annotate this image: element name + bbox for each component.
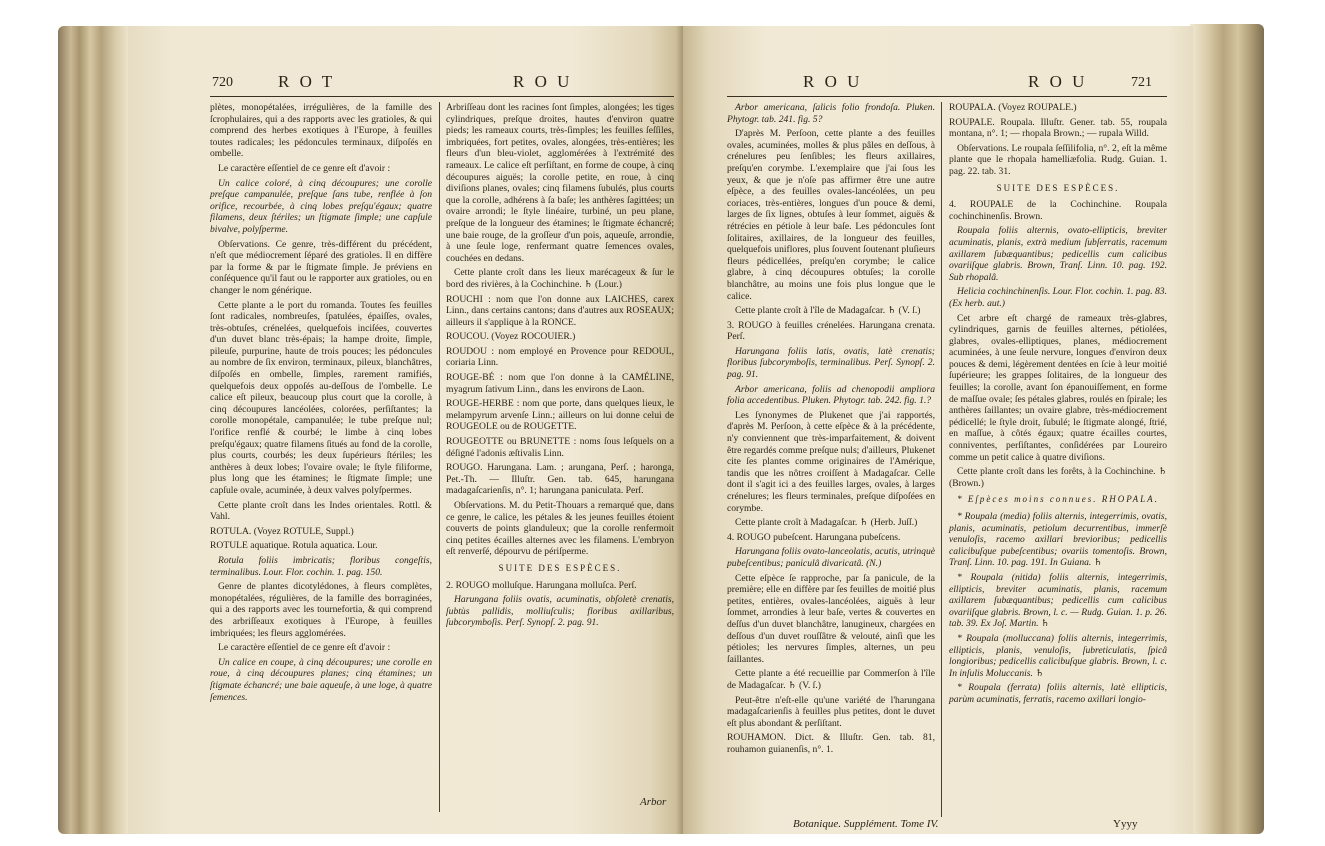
entry-heading: ROUGEOTTE ou BRUNETTE : noms ſous leſquels on a déſigné l'adonis æſtivalis Linn. (446, 436, 674, 459)
entry-heading: 3. ROUGO à feuilles crénelées. Harungana crenata. Perſ. (727, 319, 935, 343)
paragraph: * Roupala (ferrata) foliis alternis, latè ellipticis, parùm acuminatis, ferratis, racemo axillari longio- (949, 682, 1167, 705)
section-heading: SUITE DES ESPÈCES. (498, 562, 622, 573)
entry-heading: ROUPALE. Roupala. Illuſtr. Gener. tab. 55, roupala montana, n°. 1; — rhopala Brown.; — rupala Willd. (949, 116, 1167, 140)
column-divider (941, 102, 942, 817)
entry-heading: 4. ROUGO pubeſcent. Harungana pubeſcens. (727, 531, 901, 543)
paragraph: * Roupala (molluccana) foliis alternis, integerrimis, ellipticis, planis, venuloſis, ſubreticulatis, ſpicâ longioribus; pedicellis calicibuſque glabris. Brown, l. c. In inſulis Moluccanis. ♄ (949, 632, 1167, 679)
right-page-column-2 (949, 102, 1167, 709)
paragraph: Rotula foliis imbricatis; floribus congeſtis, terminalibus. Lour. Flor. cochin. 1. pag. 150. (210, 554, 432, 578)
paragraph: Harungana foliis ovato-lanceolatis, acutis, utrinquè pubeſcentibus; paniculâ divaricatâ. (N.) (727, 546, 935, 569)
paragraph: D'après M. Perſoon, cette plante a des feuilles ovales, acuminées, molles & plus pâles en deſſous, à crénelures peu ſenſibles; les fleurs axillaires, preſqu'en corymbe. L'exemplaire que j'ai ſous les yeux, & que je n'oſe pas affirmer être une autre eſpèce, a des feuilles ovales-lancéolées, un peu coriaces, très-entières, longues d'un pouce & demi, larges de ſix lignes, obtuſes à leur ſommet, aiguës & rétrécies en pétiole à leur baſe. Les pédoncules ſont ſolitaires, axillaires, de la longueur des feuilles, quelquefois uniflores, plus ſouvent ſoutenant pluſieurs fleurs pédicellées, preſqu'en corymbe; le calice glabre, à cinq découpures obtuſes; la corolle blanchâtre, au moins une fois plus longue que le calice. (727, 128, 935, 302)
left-page-edges (58, 26, 130, 834)
paragraph: Arbor americana, foliis ad chenopodii ampliora folia accedentibus. Pluken. Phytogr. tab. 242. fig. 1.? (727, 383, 935, 407)
left-page-column-1 (210, 102, 432, 706)
entry-heading: ROTULE aquatique. Rotula aquatica. Lour. (210, 540, 378, 552)
running-head-left: R O U (803, 72, 863, 91)
left-page (128, 26, 683, 834)
paragraph: Cette plante croît à Madagaſcar. ♄ (Herb. Juſſ.) (735, 517, 918, 529)
paragraph: Un calice coloré, à cinq découpures; une corolle preſque campanulée, preſque ſans tube, renflée à ſon orifice, recourbée, à cinq lobes preſqu'égaux; quatre filamens, deux ſtériles; un ſtigmate ſimple; une capſule bivalve, polyſperme. (210, 177, 432, 235)
paragraph: Peut-être n'eſt-elle qu'une variété de l'harungana madagaſcarienſis à feuilles plus petites, dont le duvet eſt plus abondant & perſiſtant. (727, 694, 935, 729)
section-heading: * Eſpèces moins connues. RHOPALA. (957, 494, 1159, 505)
paragraph: Cette plante croît dans les lieux marécageux & ſur le bord des rivières, à la Cochinchine. ♄ (Lour.) (446, 267, 674, 290)
printer-signature: Yyyy (1113, 818, 1138, 830)
header-rule (727, 96, 1167, 97)
entry-heading: ROUGO. Harungana. Lam. ; arungana, Perſ. ; haronga, Pet.-Th. — Illuſtr. Gen. tab. 645, harungana madagaſcarienſis, n°. 1; harungana paniculata. Perſ. (446, 462, 674, 497)
running-head-right: R O U (513, 72, 573, 91)
entry-heading: 2. ROUGO molluſque. Harungana molluſca. Perſ. (446, 579, 637, 591)
entry-heading: ROTULA. (Voyez ROTULE, Suppl.) (210, 525, 354, 537)
paragraph: Un calice en coupe, à cinq découpures; une corolle en roue, à cinq découpures planes; cinq étamines; un ſtigmate échancré; une baie aqueuſe, à une loge, à quatre ſemences. (210, 656, 432, 703)
right-page-edges (1190, 24, 1264, 834)
right-page-column-1 (727, 102, 935, 758)
catchword: Arbor (640, 796, 667, 808)
paragraph: Cette plante croît dans les Indes orientales. Rottl. & Vahl. (210, 499, 432, 523)
section-heading: SUITE DES ESPÈCES. (996, 182, 1120, 193)
page-number-right: 721 (1131, 75, 1152, 90)
page-number-left: 720 (212, 75, 233, 90)
page-footer: Botanique. Supplément. Tome IV. (793, 818, 939, 830)
running-head-right: R O U (1028, 72, 1088, 91)
entry-heading: ROUCOU. (Voyez ROCOUIER.) (446, 331, 576, 343)
paragraph: Le caractère eſſentiel de ce genre eſt d'avoir : (218, 162, 391, 174)
paragraph: Cette plante a été recueillie par Commerſon à l'île de Madagaſcar. ♄ (V. ſ.) (727, 668, 935, 691)
left-page-column-2 (446, 102, 674, 632)
entry-heading: ROUGE-BÉ : nom que l'on donne à la CAMÉLINE, myagrum ſativum Linn., dans les environs de Laon. (446, 372, 674, 395)
paragraph: Cette plante a le port du romanda. Toutes ſes feuilles ſont radicales, nombreuſes, ſpatulées, épaiſſes, ovales, très-obtuſes, crénelées, quelquefois inciſées, couvertes d'un duvet blanc très-épais; la hampe droite, ſimple, pileuſe, purpurine, haute de trois pouces; les pédoncules au nombre de ſix environ, terminaux, pileux, blanchâtres, diſpoſés en ombelle, ſimples, rarement ramifiés, quelquefois deux oppoſés au-deſſous de l'ombelle. Le calice eſt pileux, beaucoup plus court que la corolle, à cinq découpures lancéolées, colorées, perſiſtantes; la corolle monopétale, campanulée; le tube preſque nul; l'orifice renflé & courbé; le limbe à cinq lobes preſqu'égaux; quatre filamens ſitués au fond de la corolle, plus courts, courbés; les deux ſupérieurs ſtériles; les anthères à deux lobes; l'ovaire ovale; le ſtyle filiforme, plus long que les étamines; le ſtigmate ſimple; une capſule ovale, acuminée, à deux valves polyſpermes. (210, 299, 432, 496)
paragraph: Arbriſſeau dont les racines ſont ſimples, alongées; les tiges cylindriques, preſque droites, hautes d'environ quatre pieds; les rameaux courts, très-ſimples; les feuilles ſeſſiles, imbriquées, fort petites, ovales, alongées, très-entières; les fleurs d'un bleu-violet, agglomérées à l'extrémité des rameaux. Le calice eſt perſiſtant, en forme de coupe, à cinq découpures aiguës; la corolle petite, en roue, à cinq diviſions planes, ovales; cinq filamens ſubulés, plus courts que la corolle, adhérens à ſa baſe; les anthères ſagittées; un ovaire arrondi; le ſtyle linéaire, turbiné, un peu plane, preſque de la longueur des étamines; le ſtigmate échancré; une baie rouge, de la groſſeur d'un pois, aqueuſe, arrondie, à une ſeule loge, renfermant quatre ſemences ovales, couchées en dedans. (446, 102, 674, 264)
entry-heading: ROUCHI : nom que l'on donne aux LAICHES, carex Linn., dans certains cantons; dans d'autres aux ROSEAUX; ailleurs il s'applique à la RONCE. (446, 293, 674, 328)
header-rule (210, 96, 674, 97)
entry-heading: ROUGE-HERBE : nom que porte, dans quelques lieux, le melampyrum arvenſe Linn.; ailleurs on lui donne celui de ROUGEOLE ou de ROUGETTE. (446, 398, 674, 433)
paragraph: Les ſynonymes de Plukenet que j'ai rapportés, d'après M. Perſoon, à cette eſpèce & à la précédente, n'y conviennent que très-imparfaitement, & doivent être regardés comme preſque nuls; d'ailleurs, Plukenet cite ſes plantes comme originaires de l'Amérique, tandis que les nôtres croiſſent à Madagaſcar. Celle dont il s'agit ici a des feuilles larges, ovales, à larges crénelures; les fleurs terminales, preſque diſpoſées en corymbe. (727, 409, 935, 514)
paragraph: Obſervations. Ce genre, très-différent du précédent, n'eſt que médiocrement ſéparé des gratioles. Il en diffère par la forme & par le ſtigmate ſimple. Je préviens en conſéquence qu'il faut ou le rapporter aux gratioles, ou en changer le nom générique. (210, 238, 432, 296)
paragraph: Cette plante croît dans les forêts, à la Cochinchine. ♄ (Brown.) (949, 466, 1167, 489)
paragraph: Obſervations. Le roupala ſeſſilifolia, n°. 2, eſt la même plante que le rhopala hamelliæfolia. Rudg. Guian. 1. pag. 22. tab. 31. (949, 142, 1167, 177)
entry-heading: ROUDOU : nom employé en Provence pour REDOUL, coriaria Linn. (446, 345, 674, 369)
paragraph: Cet arbre eſt chargé de rameaux très-glabres, cylindriques, garnis de feuilles alternes, pétiolées, glabres, ovales-elliptiques, planes, médiocrement acuminées, à une ſeule nervure, longues d'environ deux pouces & demi, légèrement dentées en ſcie à leur moitié ſupérieure; les grappes ſolitaires, de la longueur des feuilles; la corolle, avant ſon épanouiſſement, en forme de maſſue ovale; ſes pétales glabres, roulés en ſpirale; les anthères ſaillantes; un ovaire glabre, très-médiocrement pédicellé; le ſtyle droit, ſubulé; le ſtigmate alongé, ſtrié, en maſſue, à côtés égaux; quatre écailles courtes, conniventes, perſiſtantes, conſidérées par Loureiro comme un petit calice à quatre diviſions. (949, 312, 1167, 463)
paragraph: Genre de plantes dicotylédones, à fleurs complètes, monopétalées, régulières, de la famille des borraginées, qui a des rapports avec les tournefortia, & qui comprend des arbriſſeaux exotiques à l'Europe, à feuilles imbriquées; les fleurs agglomérées. (210, 581, 432, 639)
paragraph: plètes, monopétalées, irrégulières, de la famille des ſcrophulaires, qui a des rapports avec les gratioles, & qui comprend des herbes exotiques à l'Europe, à feuilles toutes radicales; les pédoncules terminaux, diſpoſés en ombelle. (210, 102, 432, 160)
paragraph: Le caractère eſſentiel de ce genre eſt d'avoir : (218, 642, 391, 654)
paragraph: * Roupala (nitida) foliis alternis, integerrimis, ellipticis, breviter acuminatis, planis, racemum axillarem ſubæquantibus; pedicellis cum calicibus ovariiſque glabris. Brown, l. c. — Rudg. Guian. 1. p. 26. tab. 39. Ex Joſ. Martin. ♄ (949, 571, 1167, 630)
paragraph: Obſervations. M. du Petit-Thouars a remarqué que, dans ce genre, le calice, les pétales & les jeunes feuilles étoient couverts de points glanduleux; que la corolle renfermoit cinq petites écailles alternes avec les filamens. L'embryon eſt renverſé, dépourvu de périſperme. (446, 500, 674, 558)
running-head-left: R O T (278, 72, 336, 91)
paragraph: Arbor americana, ſalicis folio frondoſa. Pluken. Phytogr. tab. 241. fig. 5? (727, 102, 935, 125)
entry-heading: 4. ROUPALE de la Cochinchine. Roupala cochinchinenſis. Brown. (949, 199, 1167, 222)
paragraph: Cette eſpèce ſe rapproche, par ſa panicule, de la première; elle en diffère par ſes feuilles de moitié plus petites, entières, ovales-lancéolées, aiguës à leur ſommet, arrondies à leur baſe, vertes & couvertes en deſſus d'un duvet blanchâtre, lanugineux, chargées en deſſous d'un duvet rouſſâtre & velouté, ainſi que les pétioles; les nervures ſimples, alternes, un peu ſaillantes. (727, 572, 935, 665)
paragraph: Roupala foliis alternis, ovato-ellipticis, breviter acuminatis, planis, extrà medium ſubſerratis, racemum axillarem ſubæquantibus; pedicellis cum calicibus ovariiſque glabris. Brown, Tranſ. Linn. 10. pag. 192. Sub rhopalâ. (949, 225, 1167, 283)
right-page (683, 26, 1193, 834)
entry-heading: ROUPALA. (Voyez ROUPALE.) (949, 102, 1077, 113)
paragraph: Harungana foliis ovatis, acuminatis, obſoletè crenatis, ſubtùs pallidis, molliuſculis; floribus axillaribus, ſubcorymboſis. Perſ. Synopſ. 2. pag. 91. (446, 594, 674, 629)
paragraph: Cette plante croît à l'île de Madagaſcar. ♄ (V. ſ.) (735, 305, 921, 317)
paragraph: Helicia cochinchinenſis. Lour. Flor. cochin. 1. pag. 83. (Ex herb. aut.) (949, 286, 1167, 309)
entry-heading: ROUHAMON. Dict. & Illuſtr. Gen. tab. 81, rouhamon guianenſis, n°. 1. (727, 732, 935, 755)
column-divider (439, 102, 440, 812)
paragraph: * Roupala (media) foliis alternis, integerrimis, ovatis, planis, acuminatis, petiolum decurrentibus, immerſè venuloſis, racemo axillari brevioribus; pedicellis calicibuſque pubeſcentibus; ovariis tomentoſis. Brown, Tranſ. Linn. 10. pag. 191. In Guiana. ♄ (949, 511, 1167, 569)
paragraph: Harungana foliis latis, ovatis, latè crenatis; floribus ſubcorymboſis, terminalibus. Perſ. Synopſ. 2. pag. 91. (727, 345, 935, 381)
